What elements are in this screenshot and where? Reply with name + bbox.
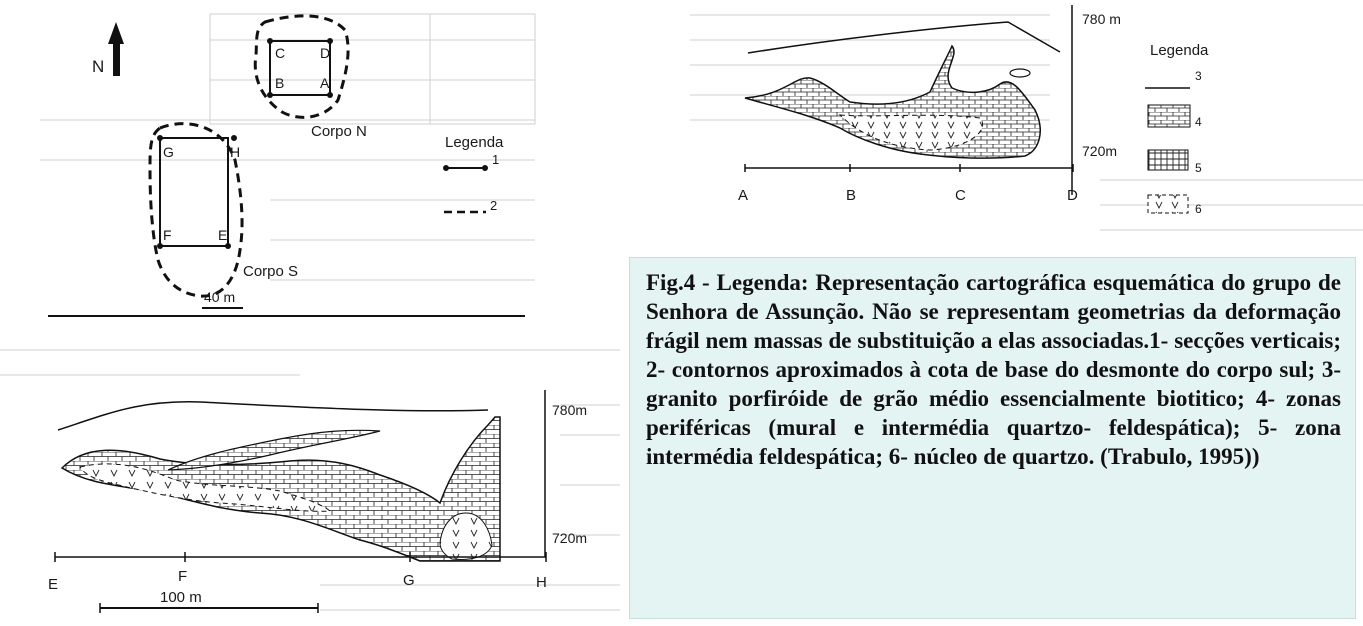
point-label-d: D [320,45,331,61]
section-point-h: H [536,574,547,591]
section-legend-item-6: 6 [1195,202,1202,216]
figure-caption: Fig.4 - Legenda: Representação cartográfica esquemática do grupo de Senhora de Assunção. Não se representam geometrias da deformação frágil nem massas de substituição a elas associadas.1- secções verticais; 2- contornos aproximados à cota de base do desmonte do corpo sul; 3- granito porfiróide de grão médio essencialmente biotitico; 4- zonas periféricas (mural e intermédia quartzo- feldespática); 5- zona intermédia feldespática; 6- núcleo de quartzo. (Trabulo, 1995)) [646,270,1341,469]
map-scale-label: 40 m [204,289,236,305]
corpo-n-label: Corpo N [311,123,367,140]
topography-line [748,22,1060,53]
figure-caption-box [629,257,1356,619]
section-scale-label: 100 m [160,589,202,606]
section-legend-item-4: 4 [1195,115,1202,129]
north-label: N [92,57,105,76]
point-label-h: H [230,144,241,160]
legend-swatch-quartz [1148,195,1188,213]
section-e-h [0,335,620,626]
point-label-f: F [163,227,172,243]
point-label-b: B [275,75,285,91]
north-arrow-icon [108,22,124,76]
section-legend-item-3: 3 [1195,69,1202,83]
point-label-c: C [275,45,286,61]
corpo-s-label: Corpo S [243,263,299,280]
map-legend-title: Legenda [445,134,504,151]
section-point-d: D [1067,187,1078,204]
section-point-a: A [738,187,749,204]
map-legend-item-1: 1 [492,152,500,167]
body-lens [1010,69,1030,77]
point-label-a: A [320,75,330,91]
map-legend-item-2: 2 [490,198,498,213]
section-point-e: E [48,576,59,593]
section-point-g: G [403,572,415,589]
section-legend-title: Legenda [1150,42,1209,59]
legend-swatch-peripheral [1148,105,1190,127]
legend-swatch-feldspar [1148,150,1188,170]
section-point-f: F [178,568,188,585]
elevation-top-label: 780 m [1082,11,1121,27]
point-label-g: G [163,144,174,160]
section-point-c: C [955,187,966,204]
elevation-bottom-label: 720m [1082,143,1118,159]
section-legend-item-5: 5 [1195,161,1202,175]
point-label-e: E [218,227,228,243]
topography-line [58,402,488,430]
section-a-d [690,0,1363,240]
plan-map [0,0,560,330]
section-point-b: B [846,187,857,204]
elevation-bottom-label: 720m [552,530,588,546]
elevation-top-label: 780m [552,402,588,418]
